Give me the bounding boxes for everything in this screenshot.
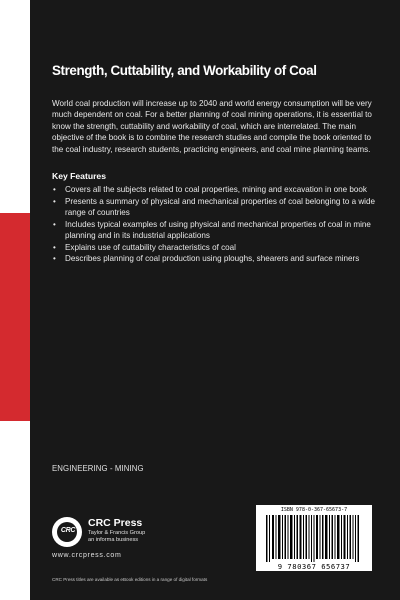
barcode-bars-icon bbox=[266, 515, 362, 565]
feature-item bbox=[52, 253, 382, 264]
feature-item bbox=[52, 196, 382, 218]
bullet-icon: • bbox=[53, 219, 56, 229]
feature-text: Describes planning of coal production using ploughs, shearers and surface miners bbox=[65, 254, 360, 264]
book-title: Strength, Cuttability, and Workability of Coal bbox=[52, 63, 317, 78]
key-features-heading: Key Features bbox=[52, 171, 106, 182]
subject-category: ENGINEERING - MINING bbox=[52, 464, 144, 473]
feature-text: Includes typical examples of using physical and mechanical properties of coal in mine planning and in its industrial applications bbox=[65, 219, 371, 240]
publisher-url[interactable]: www.crcpress.com bbox=[52, 552, 122, 559]
feature-text: Explains use of cuttability characteristics of coal bbox=[65, 242, 236, 252]
publisher-name: CRC Press bbox=[88, 517, 143, 529]
bullet-icon: • bbox=[53, 196, 56, 206]
publisher-block bbox=[52, 517, 222, 567]
spine-red-band bbox=[0, 213, 30, 421]
crc-logo-text: CRC bbox=[60, 527, 76, 534]
isbn-barcode bbox=[256, 505, 372, 571]
ebook-note: CRC Press titles are available as eBook editions in a range of digital formats bbox=[52, 577, 208, 582]
feature-item bbox=[52, 242, 382, 253]
publisher-tagline: an informa business bbox=[88, 537, 139, 543]
publisher-group: Taylor & Francis Group bbox=[88, 530, 146, 536]
key-features-list bbox=[52, 184, 382, 264]
feature-text: Covers all the subjects related to coal properties, mining and excavation in one book bbox=[65, 185, 367, 195]
back-cover-content bbox=[52, 62, 382, 265]
isbn-text: ISBN 978-0-367-65673-7 bbox=[280, 507, 348, 513]
feature-text: Presents a summary of physical and mechanical properties of coal belonging to a wide range of countries bbox=[65, 196, 375, 217]
feature-item bbox=[52, 184, 382, 195]
barcode-digits: 9 780367 656737 bbox=[258, 562, 370, 571]
bullet-icon: • bbox=[53, 254, 56, 264]
bullet-icon: • bbox=[53, 242, 56, 252]
bullet-icon: • bbox=[53, 185, 56, 195]
feature-item bbox=[52, 219, 382, 241]
book-description: World coal production will increase up to 2040 and world energy consumption will be very much dependent on coal. For a better planning of coal mining operations, it is essential to know the strength, cuttability and workability of coal, which are interrelated. The main objective of the book is to combine the research studies and compile the book oriented to the coal industry, research students, practicing engineers, and coal mine planning teams. bbox=[52, 99, 372, 154]
crc-logo-icon bbox=[52, 517, 82, 547]
